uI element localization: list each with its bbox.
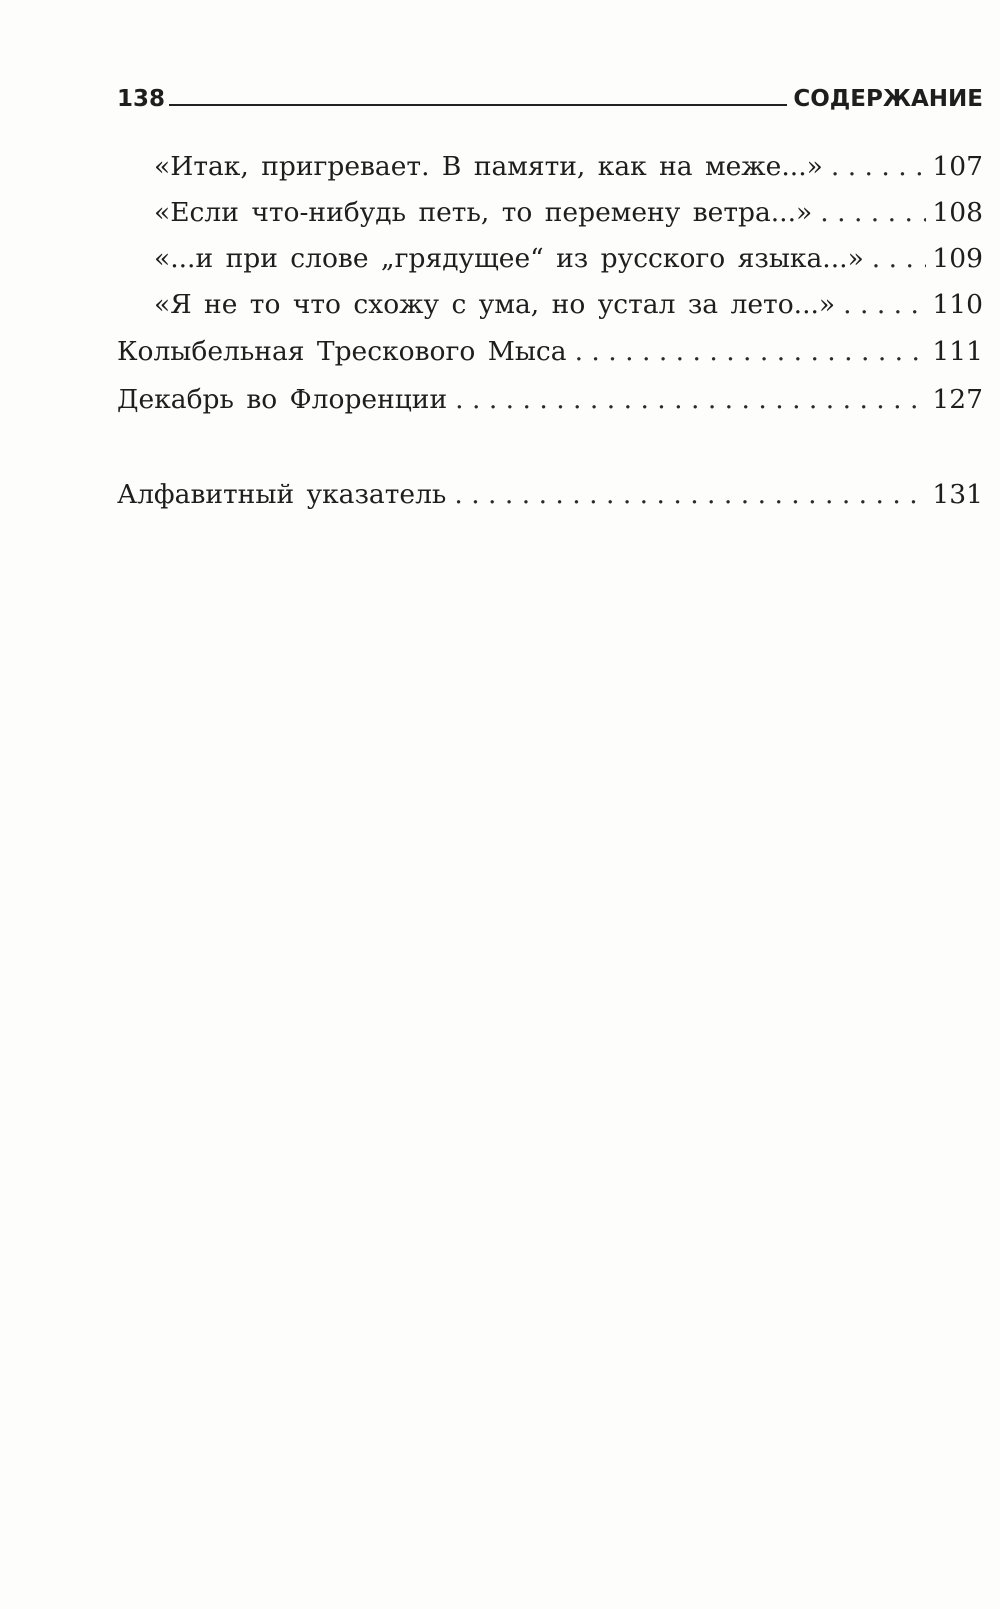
toc-entry — [117, 335, 983, 369]
toc-entry-page: 111 — [932, 336, 983, 367]
dot-leader — [872, 242, 927, 276]
toc-entry — [154, 288, 983, 322]
toc-entry — [154, 150, 983, 184]
toc-entry-title: «Я не то что схожу с ума, но устал за лето...» — [154, 289, 836, 320]
toc-entry-page: 107 — [932, 151, 983, 182]
running-header — [117, 80, 983, 112]
dot-leader — [454, 478, 926, 512]
toc-entry-title: «Если что-нибудь петь, то перемену ветра...» — [154, 197, 813, 228]
dot-leader — [575, 335, 927, 369]
toc-entry-page: 131 — [932, 479, 983, 510]
toc-entry-title: Алфавитный указатель — [117, 479, 447, 510]
dot-leader — [843, 288, 926, 322]
toc-entry-title: «Итак, пригревает. В памяти, как на меже...» — [154, 151, 823, 182]
toc-entry-page: 110 — [932, 289, 983, 320]
toc-entry-page: 108 — [932, 197, 983, 228]
dot-leader — [455, 383, 926, 417]
toc-entry-title: Колыбельная Трескового Мыса — [117, 336, 567, 367]
dot-leader — [820, 196, 926, 230]
toc-entry-page: 127 — [932, 384, 983, 415]
toc-entry-title: «...и при слове „грядущее“ из русского языка...» — [154, 243, 864, 274]
toc-entry-page: 109 — [932, 243, 983, 274]
toc-entry — [117, 478, 983, 512]
toc-entry — [117, 383, 983, 417]
toc-entry — [154, 196, 983, 230]
dot-leader — [831, 150, 927, 184]
section-title: СОДЕРЖАНИЕ — [793, 86, 983, 112]
page-number: 138 — [117, 86, 166, 112]
header-rule — [169, 104, 787, 106]
toc-entry-title: Декабрь во Флоренции — [117, 384, 448, 415]
toc-entry — [154, 242, 983, 276]
